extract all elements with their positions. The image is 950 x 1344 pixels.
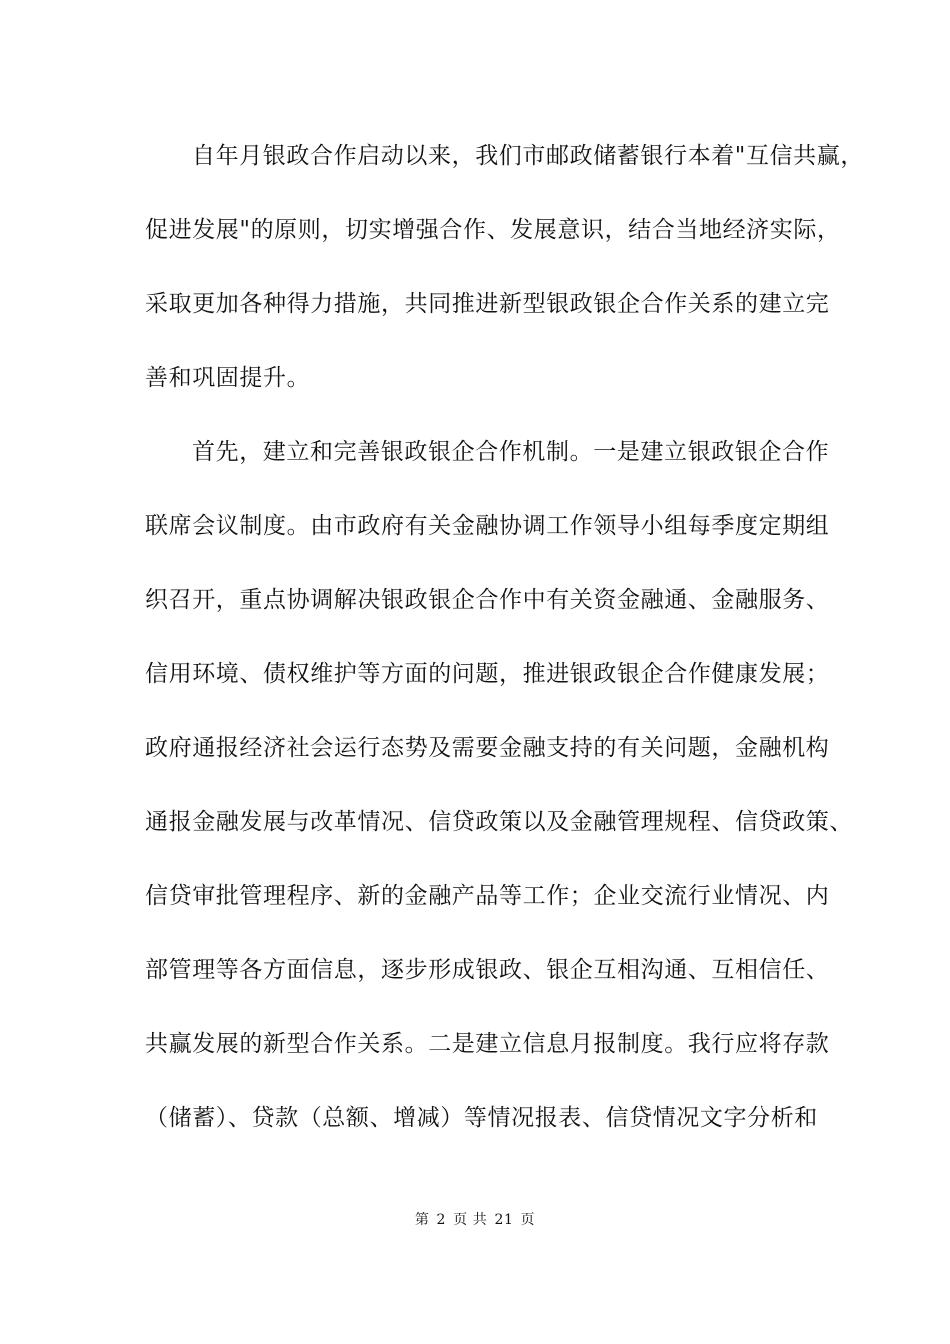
paragraph-1-line-2: 促进发展"的原则，切实增强合作、发展意识，结合当地经济实际，	[145, 217, 841, 243]
footer-prefix: 第	[414, 1212, 430, 1228]
paragraph-1-line-3: 采取更加各种得力措施，共同推进新型银政银企合作关系的建立完	[145, 291, 830, 317]
paragraph-1-line-4: 善和巩固提升。	[145, 365, 311, 391]
paragraph-2-line-6: 通报金融发展与改革情况、信贷政策以及金融管理规程、信贷政策、	[145, 809, 853, 835]
paragraph-2-line-10: （储蓄）、贷款（总额、增减）等情况报表、信贷情况文字分析和	[145, 1105, 818, 1131]
paragraph-1-line-1: 自年月银政合作启动以来，我们市邮政储蓄银行本着"互信共赢，	[192, 143, 864, 169]
footer-total-pages: 21	[494, 1212, 514, 1228]
paragraph-2-line-5: 政府通报经济社会运行态势及需要金融支持的有关问题，金融机构	[145, 735, 830, 761]
paragraph-2-line-2: 联席会议制度。由市政府有关金融协调工作领导小组每季度定期组	[145, 513, 830, 539]
paragraph-2-line-9: 共赢发展的新型合作关系。二是建立信息月报制度。我行应将存款	[145, 1031, 830, 1057]
paragraph-2-line-7: 信贷审批管理程序、新的金融产品等工作；企业交流行业情况、内	[145, 883, 830, 909]
paragraph-2-line-8: 部管理等各方面信息，逐步形成银政、银企互相沟通、互相信任、	[145, 957, 830, 983]
paragraph-2-line-3: 织召开，重点协调解决银政银企合作中有关资金融通、金融服务、	[145, 587, 830, 613]
footer-middle: 页 共	[453, 1212, 488, 1228]
footer-suffix: 页	[520, 1212, 536, 1228]
footer-page-number: 2	[436, 1212, 447, 1228]
paragraph-2-line-1: 首先，建立和完善银政银企合作机制。一是建立银政银企合作	[192, 439, 830, 465]
paragraph-2-line-4: 信用环境、债权维护等方面的问题，推进银政银企合作健康发展；	[145, 661, 830, 687]
page-footer	[0, 1209, 950, 1229]
